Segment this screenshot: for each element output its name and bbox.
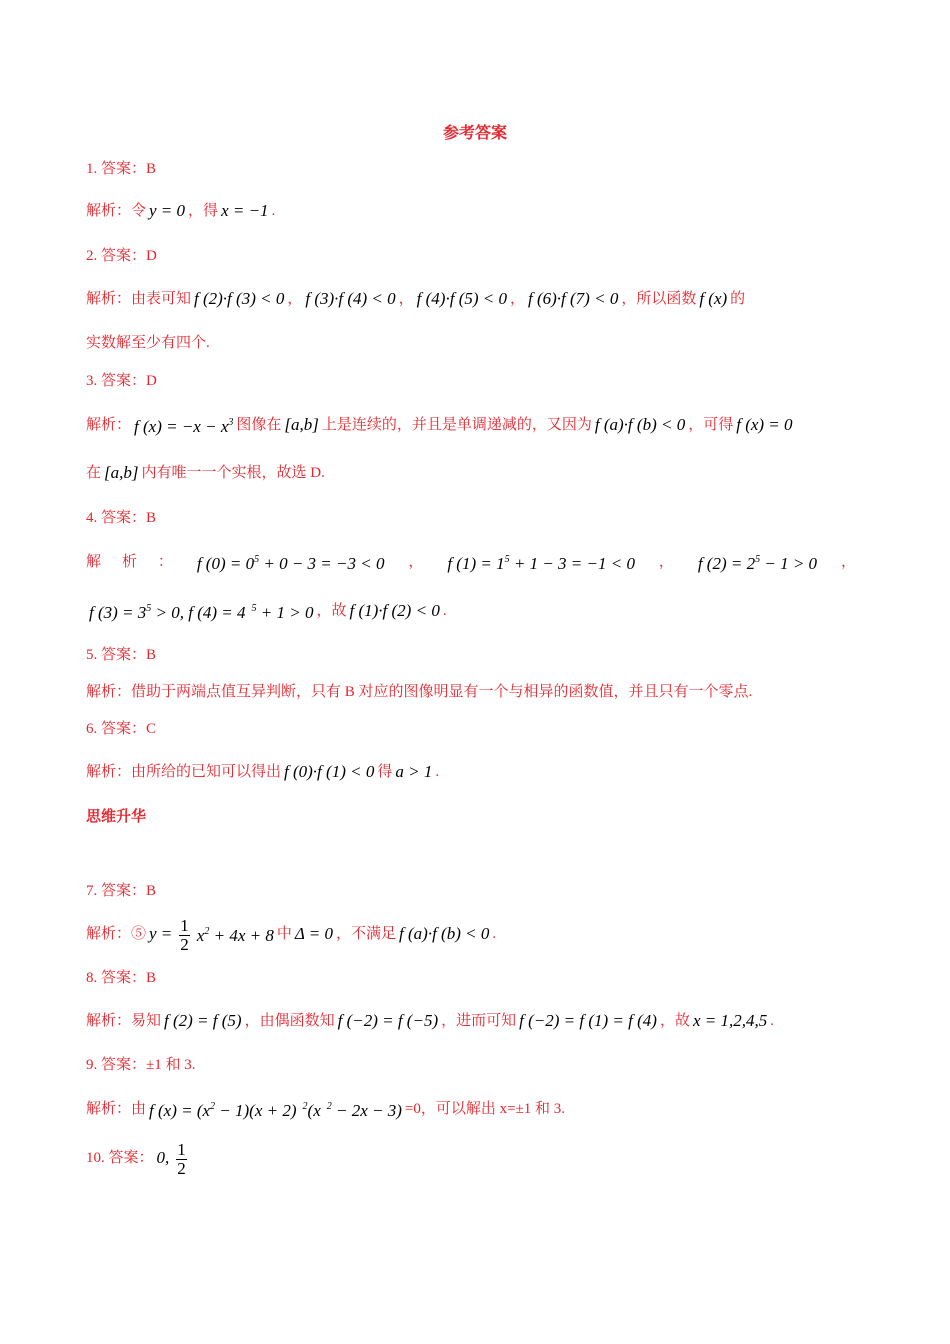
answer-text [316,599,346,623]
answer-text [86,331,210,355]
text: 5. 答案：B [86,647,157,663]
text: > 0, f (4) = 4 [151,603,246,622]
text-line [86,369,157,393]
answer-text [435,760,439,784]
text-line [86,287,745,311]
fraction-denominator: 2 [180,935,189,954]
text: ， [840,554,856,570]
text: 2. 答案：D [86,248,157,264]
text: f (3) = 3 [89,603,147,622]
answer-text [86,244,157,268]
math-expression [395,760,432,784]
math-expression [736,413,792,437]
superscript: 2 [302,1101,308,1112]
text: 析 [121,554,137,570]
math-fraction [178,914,191,954]
answer-text [86,461,101,485]
math-expression [519,1009,657,1033]
answer-text [730,287,745,311]
text: − 1 > 0 [760,554,818,573]
math-expression [698,548,817,576]
answer-text [86,966,156,990]
text: f (6)·f (7) < 0 [528,289,619,308]
answer-text [377,760,392,784]
math-expression [595,413,685,437]
math-expression [305,287,395,311]
text-line [86,1097,565,1121]
text: 在 [86,465,102,481]
math-expression [295,922,333,946]
math-expression [284,760,374,784]
text: . [770,1013,774,1029]
text: 解析：令 [86,203,147,219]
text: x = 1,2,4,5 [692,1011,768,1030]
math-expression [157,1146,170,1170]
answer-text [86,287,191,311]
answer-text [86,199,146,223]
text-line [86,157,156,181]
answer-text [408,550,423,574]
text: + 0 − 3 = −3 < 0 [259,554,385,573]
text: ，所以函数 [621,291,697,307]
answer-text [688,413,733,437]
text: f (x) [699,289,728,308]
answer-text [287,287,302,311]
answer-text [86,922,146,946]
math-expression [417,287,507,311]
text: f (2) = 2 [697,554,756,573]
text: 10. 答案： [86,1150,154,1166]
math-expression [149,922,172,946]
section-heading [86,804,146,828]
page-title: 参考答案 [442,123,507,142]
text-line [86,550,856,574]
text: ，故 [316,603,347,619]
answer-text [142,461,325,485]
text-line [86,506,156,530]
text: f (x) = (x [149,1101,211,1120]
text-line [86,413,796,437]
text: f (a)·f (b) < 0 [399,924,490,943]
answer-text [86,550,101,574]
text: x = −1 [221,201,269,220]
text-line [86,199,275,223]
text-line [86,1053,195,1077]
text: ， [408,554,424,570]
text: (x [307,1101,321,1120]
fraction-numerator: 1 [180,916,189,935]
text: 解析：易知 [86,1013,162,1029]
answer-text [236,413,281,437]
text-line [86,916,497,954]
superscript: 5 [146,603,152,614]
text: ， [287,291,303,307]
answer-text [86,717,156,741]
text: f (x) = −x − x [134,417,229,436]
text: ， [509,291,525,307]
text: f (3)·f (4) < 0 [305,289,396,308]
answer-text [86,643,156,667]
text-line [86,643,156,667]
superscript: 5 [254,554,260,565]
text: . [271,203,276,219]
text: ，可得 [688,417,734,433]
answer-text [86,680,752,704]
text: f (−2) = f (−5) [337,1011,439,1030]
text: ，由偶函数知 [244,1013,335,1029]
answer-text [322,413,592,437]
text: f (a)·f (b) < 0 [594,415,686,434]
superscript: 2 [326,1101,332,1112]
text: x [196,926,205,945]
answer-text [86,369,157,393]
answer-text [86,1146,154,1170]
answer-text [441,1009,516,1033]
text: 解析：由 [86,1101,147,1117]
text: 解析：由所给的已知可以得出 [86,764,282,780]
answer-text [188,199,218,223]
text: ，故 [659,1013,690,1029]
text: 解析：借助于两端点值互异判断，只有 B 对应的图像明显有一个与相异的函数值，并且只有一个零点. [86,684,753,700]
answer-text [86,879,156,903]
superscript: 5 [251,603,257,614]
text: ， [658,554,674,570]
math-expression [327,1095,402,1123]
text-line [86,244,157,268]
math-expression [699,287,727,311]
math-expression [252,597,314,625]
math-expression [104,461,138,485]
math-expression [194,287,284,311]
text: + 4x + 8 [209,926,274,945]
text: f (−2) = f (1) = f (4) [519,1011,657,1030]
text: a > 1 [395,762,433,781]
text: f (4)·f (5) < 0 [416,289,507,308]
text: 内有唯一一个实根，故选 D. [141,465,325,481]
text-line [86,461,325,485]
answer-text [86,506,156,530]
answer-text [336,922,396,946]
superscript: 5 [504,554,510,565]
text: f (1)·f (2) < 0 [349,601,440,620]
answer-text [122,550,137,574]
text-line [86,879,156,903]
text: 的 [730,291,746,307]
text: f (x) = 0 [736,415,793,434]
text: 1. 答案：B [86,161,157,177]
answer-text [770,1009,774,1033]
text-line [86,599,447,623]
math-expression [149,199,185,223]
answer-text [86,760,281,784]
math-expression [399,922,489,946]
answer-text [245,1009,335,1033]
text: ，进而可知 [441,1013,517,1029]
answer-text [621,287,696,311]
math-expression [197,920,274,948]
text-line [86,331,210,355]
math-expression [447,548,635,576]
text: f (0)·f (1) < 0 [284,762,375,781]
text: f (0) = 0 [196,554,255,573]
text: . [492,926,497,942]
answer-text [492,922,496,946]
math-expression [350,599,440,623]
fraction-numerator: 1 [177,1140,186,1159]
text-line [86,966,156,990]
superscript: 2 [204,926,210,937]
math-expression [164,1009,242,1033]
text: ， [398,291,414,307]
text-line [86,680,752,704]
math-expression [149,1095,297,1123]
answer-text [272,199,276,223]
text: 解 [86,554,102,570]
text-line [86,804,146,828]
text: . [442,603,447,619]
text-line [86,1009,774,1033]
text: 图像在 [236,417,282,433]
superscript: 5 [755,554,761,565]
text: − 1)(x + 2) [215,1101,297,1120]
text: f (2)·f (3) < 0 [194,289,285,308]
superscript: 2 [210,1101,216,1112]
answer-text [86,1097,146,1121]
text: ，不满足 [336,926,397,942]
superscript: 3 [228,417,234,428]
text-line [86,760,439,784]
answer-text [443,599,447,623]
math-expression [338,1009,439,1033]
math-fraction [175,1138,188,1178]
math-expression [284,413,318,437]
text: 得 [377,764,393,780]
math-expression [693,1009,767,1033]
text: [a,b] [284,415,319,434]
answer-text [405,1097,565,1121]
text: 解析： [86,417,132,433]
answer-text [660,1009,690,1033]
text: 解析：⑤ [86,926,147,942]
math-expression [89,597,246,625]
text: + 1 − 3 = −1 < 0 [509,554,635,573]
text: 实数解至少有四个. [86,335,210,351]
text: 3. 答案：D [86,373,157,389]
math-expression [197,548,385,576]
math-expression [221,199,269,223]
text: Δ = 0 [294,924,334,943]
text-line [86,1140,191,1178]
text: y = [149,924,173,943]
text: 9. 答案：±1 和 3. [86,1057,196,1073]
text: 0, [156,1148,170,1167]
text: 解析：由表可知 [86,291,192,307]
text: =0，可以解出 x=±1 和 3. [404,1101,566,1117]
text: 6. 答案：C [86,721,157,737]
text: 思维升华 [86,807,147,825]
text: y = 0 [149,201,186,220]
text: 4. 答案：B [86,510,157,526]
math-expression [134,411,233,439]
answer-text [399,287,414,311]
answer-text [510,287,525,311]
text: 中 [276,926,292,942]
answer-text [86,157,156,181]
math-expression [528,287,618,311]
text: . [435,764,440,780]
answer-text [659,550,674,574]
text: ： [157,554,173,570]
answer-text [86,1053,195,1077]
answer-text [841,550,856,574]
text-line [86,717,156,741]
text: 上是连续的，并且是单调递减的，又因为 [321,417,592,433]
answer-text [277,922,292,946]
text: + 1 > 0 [256,603,314,622]
text: f (1) = 1 [447,554,505,573]
text: [a,b] [104,463,139,482]
math-expression [303,1095,321,1123]
fraction-denominator: 2 [177,1159,186,1178]
answer-text [158,550,173,574]
text: f (2) = f (5) [164,1011,242,1030]
answer-text [86,1009,161,1033]
answer-text [86,413,131,437]
text: − 2x − 3) [331,1101,402,1120]
text: 7. 答案：B [86,883,157,899]
text: 8. 答案：B [86,970,157,986]
text: ，得 [188,203,219,219]
